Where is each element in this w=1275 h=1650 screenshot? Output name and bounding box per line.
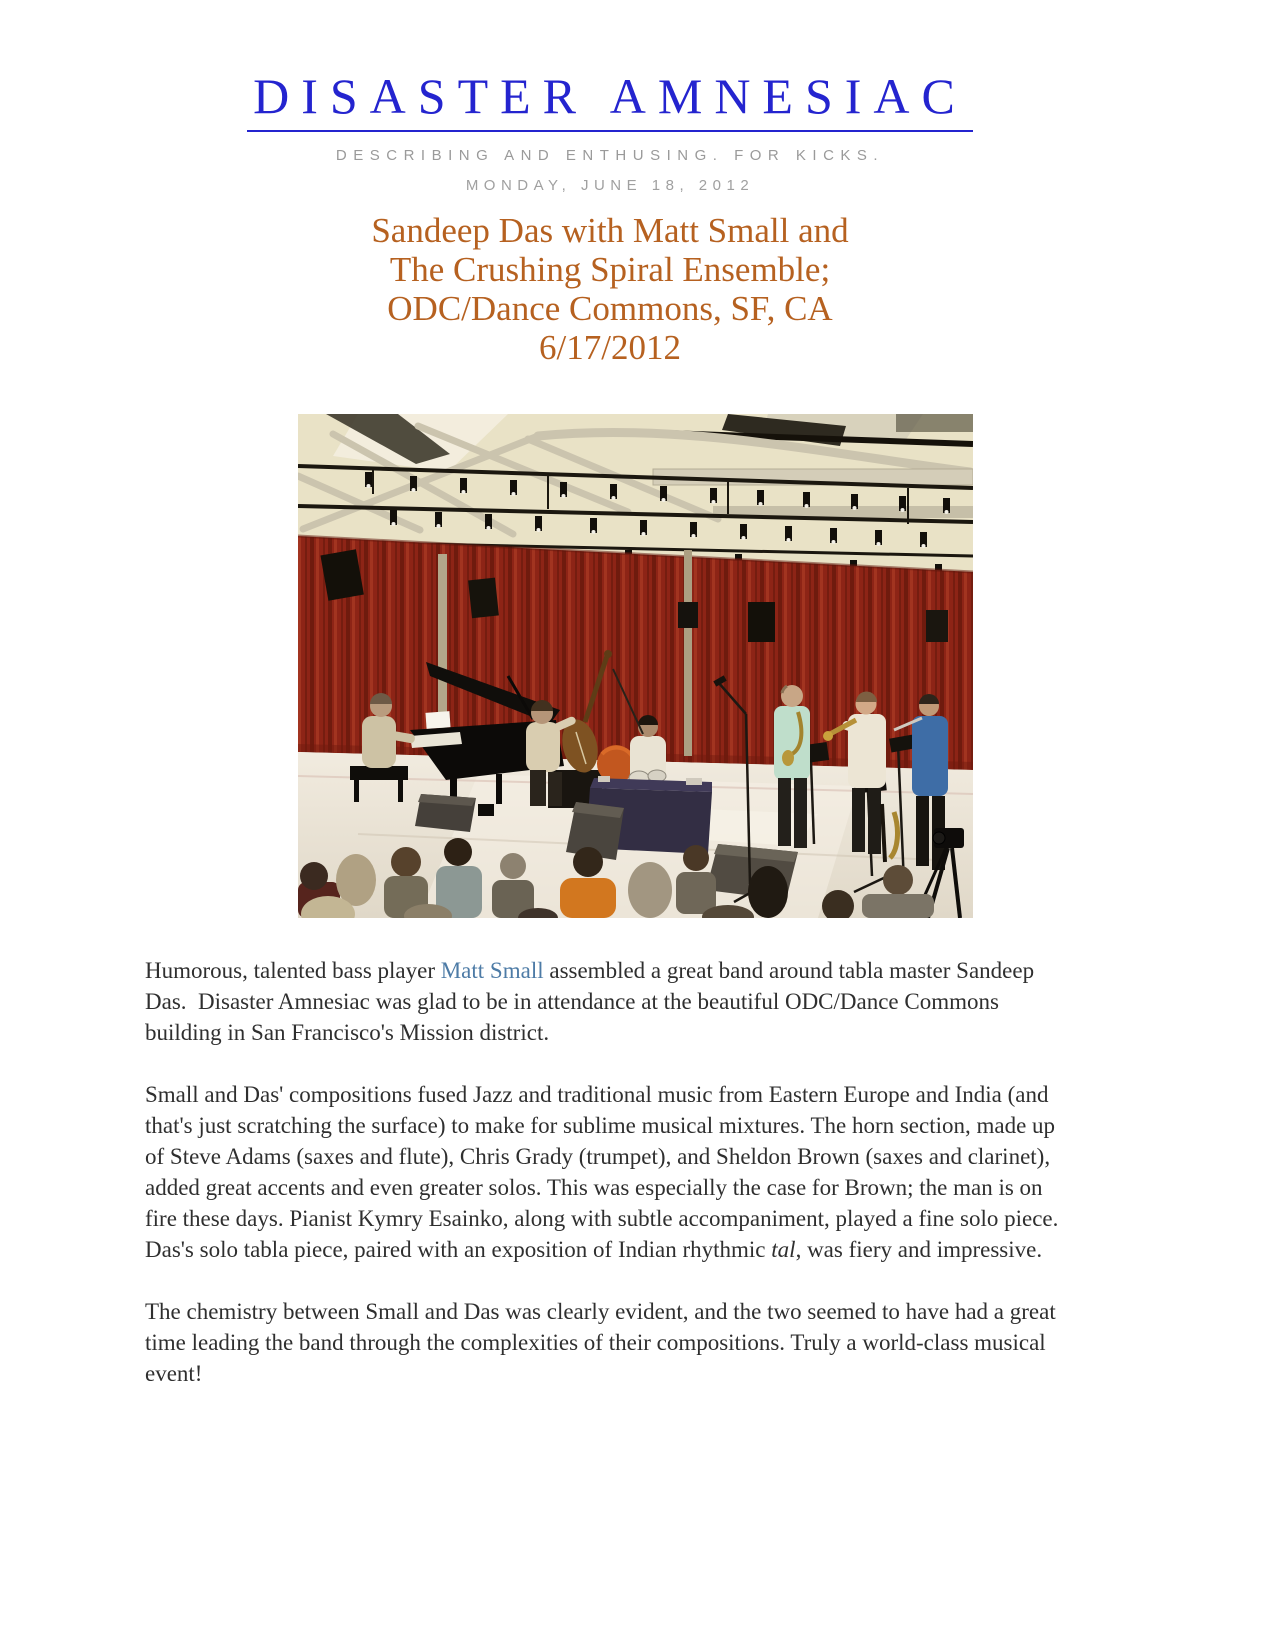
article-paragraph: Humorous, talented bass player Matt Small assembled a great band around tabla master Sandeep Das. Disaster Amnesiac was glad to be in attendance at the beautiful ODC/Dance Commons building in San Francisco's Mission district. xyxy=(145,957,1040,1045)
post-title-line: ODC/Dance Commons, SF, CA xyxy=(387,288,833,328)
post-title-line: 6/17/2012 xyxy=(539,327,681,367)
blog-column xyxy=(145,0,1075,1389)
masthead xyxy=(145,70,1075,194)
matt-small-link[interactable]: Matt Small xyxy=(440,957,544,983)
blog-tagline: DESCRIBING AND ENTHUSING. FOR KICKS. xyxy=(335,146,885,164)
article-body xyxy=(145,955,1075,1389)
post-title-line: Sandeep Das with Matt Small and xyxy=(371,210,849,250)
article-paragraph: The chemistry between Small and Das was clearly evident, and the two seemed to have had a great time leading the band through the complexities of their compositions. Truly a world-class musical event! xyxy=(145,1298,1062,1386)
concert-photo[interactable] xyxy=(298,414,973,918)
post-date: MONDAY, JUNE 18, 2012 xyxy=(465,176,755,194)
post-title xyxy=(145,211,1075,367)
blog-title-link[interactable]: DISASTER AMNESIAC xyxy=(247,70,973,132)
article-paragraph: Small and Das' compositions fused Jazz and traditional music from Eastern Europe and India (and that's just scratching the surface) to make for sublime musical mixtures. The horn section, made up of Steve Adams (saxes and flute), Chris Grady (trumpet), and Sheldon Brown (saxes and clarinet), added great accents and even greater solos. This was especially the case for Brown; the man is on fire these days. Pianist Kymry Esainko, along with subtle accompaniment, played a fine solo piece. Das's solo tabla piece, paired with an exposition of Indian rhythmic tal, was fiery and impressive. xyxy=(145,1081,1065,1262)
post-title-line: The Crushing Spiral Ensemble; xyxy=(389,249,831,289)
